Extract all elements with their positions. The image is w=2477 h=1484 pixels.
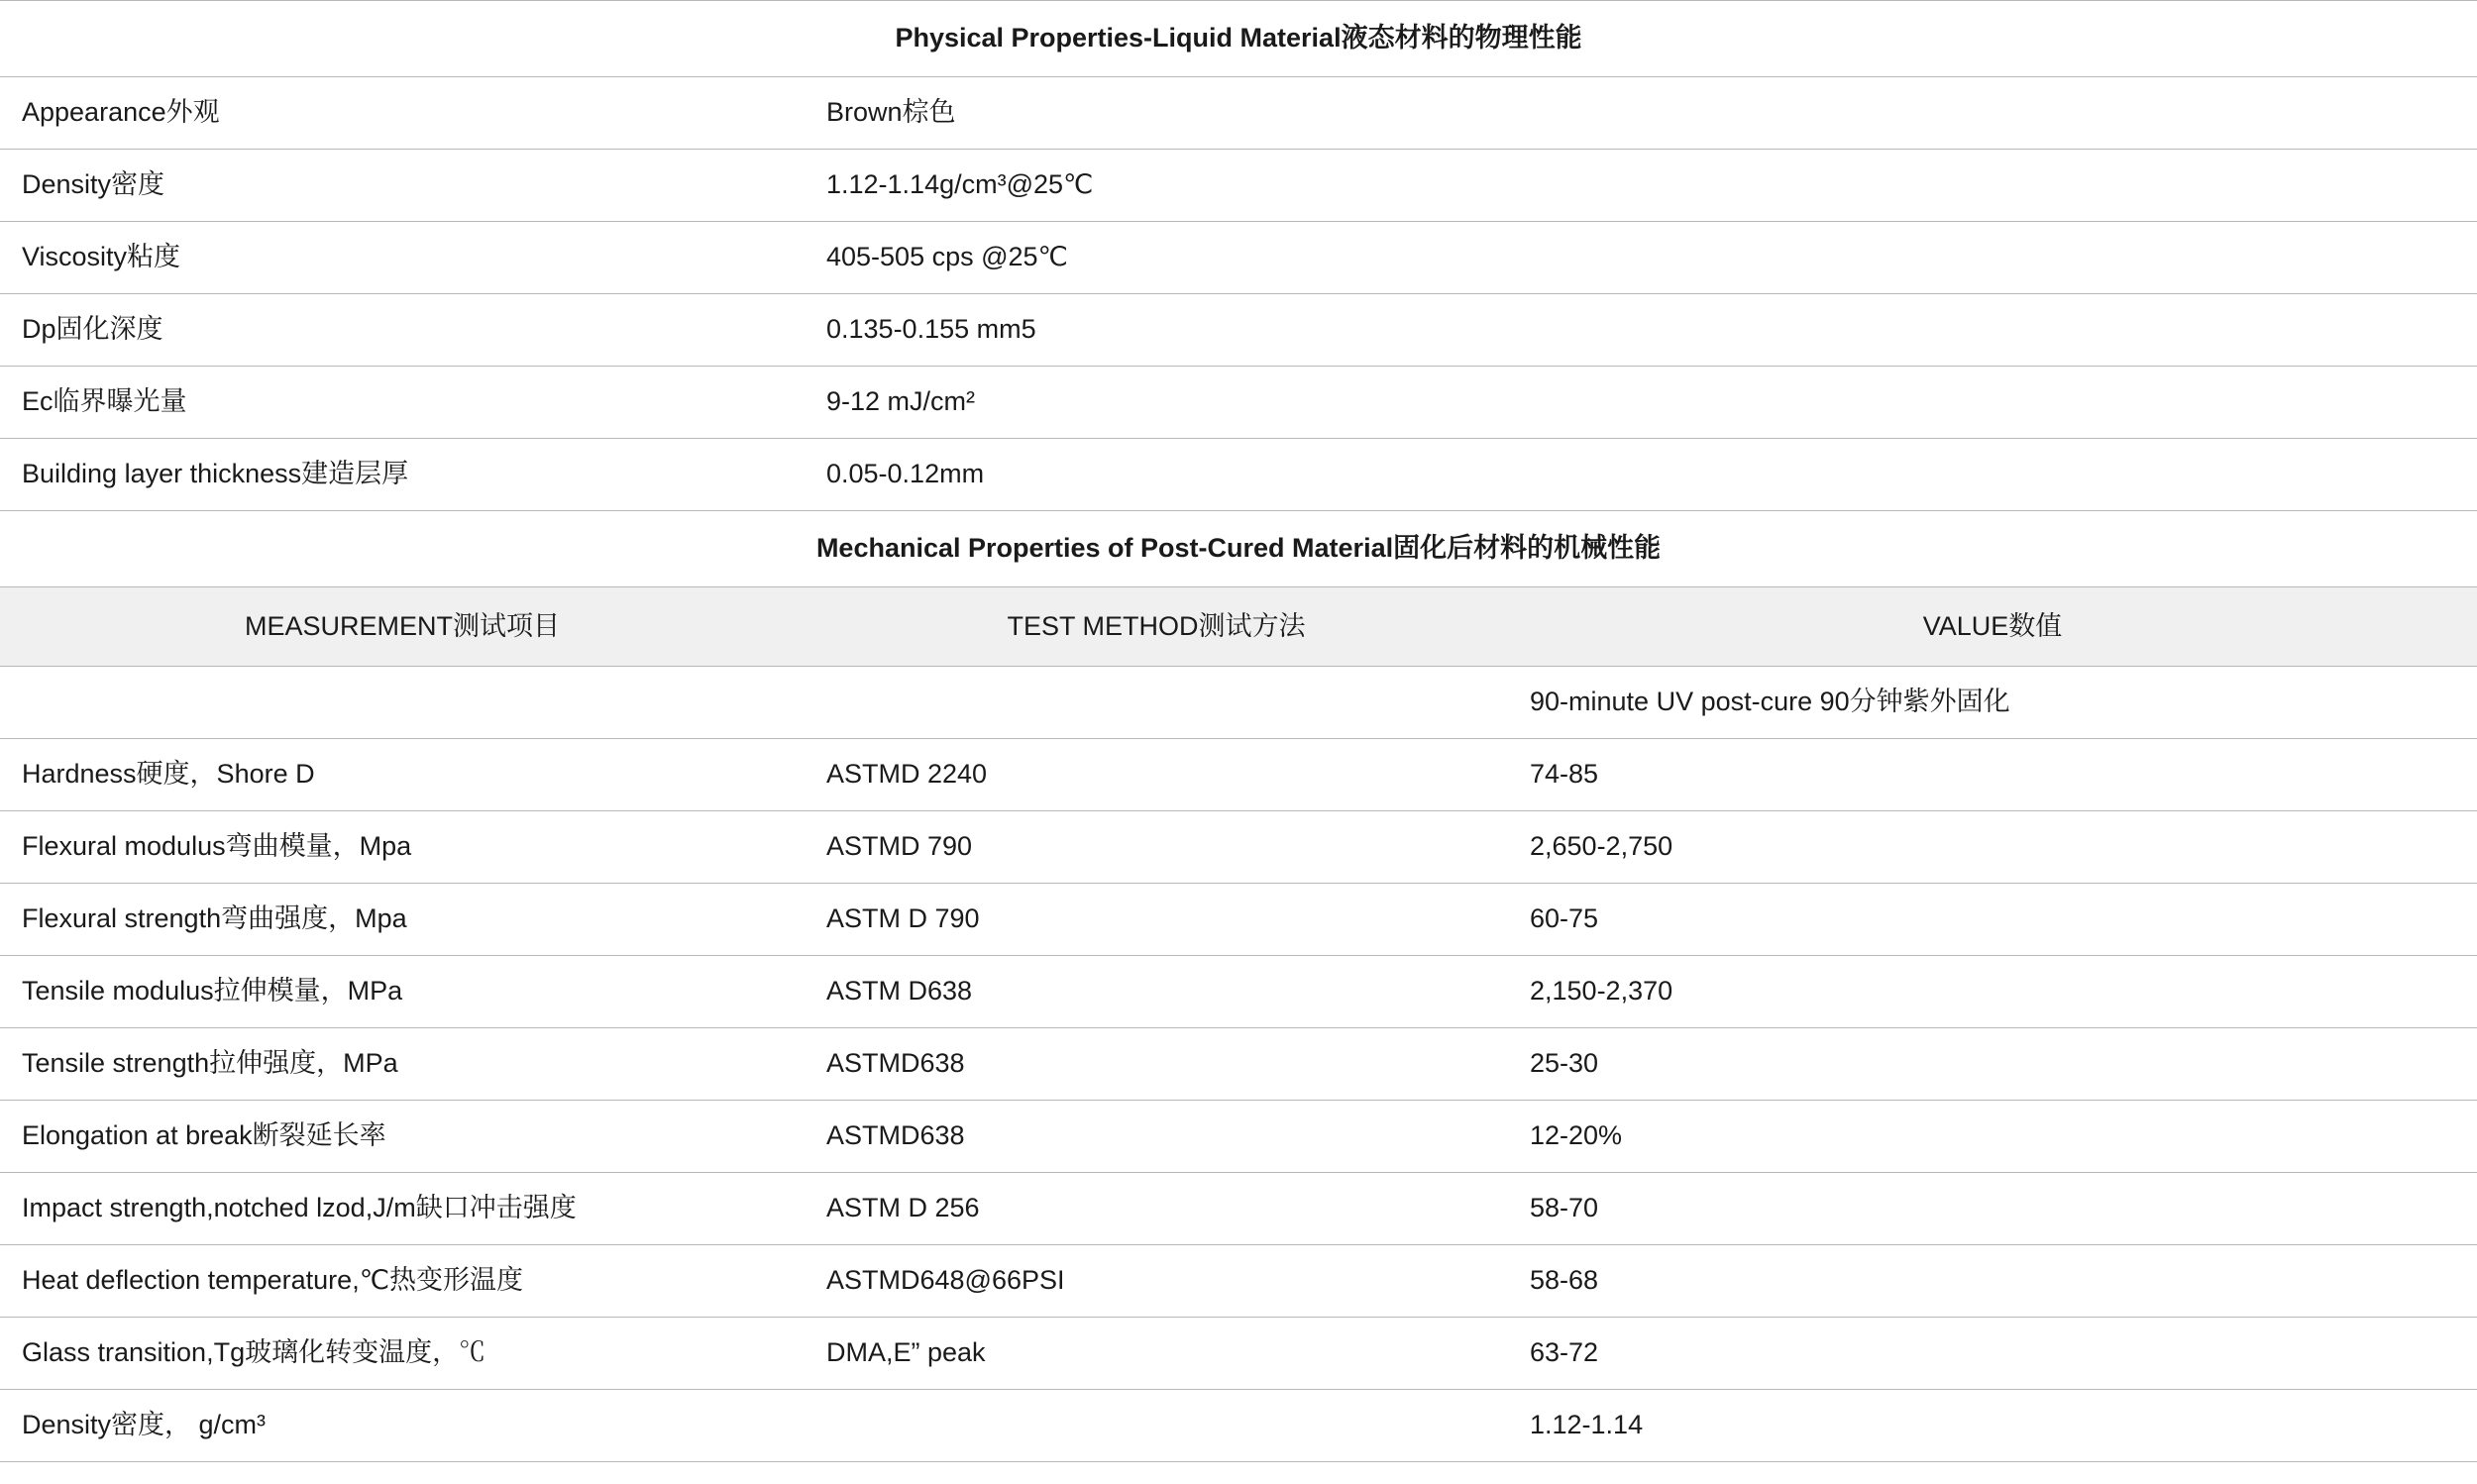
method-label [805,1390,1508,1461]
value-label: 2,150-2,370 [1530,976,1673,1007]
value-label: 12-20% [1530,1120,1623,1151]
liquid-label-cell [0,438,805,510]
mechanical-section-title: Mechanical Properties of Post-Cured Material固化后材料的机械性能 [815,532,1662,563]
method-cell [805,956,1508,1028]
measurement-cell [0,1318,805,1390]
value-label: 1.12-1.14 [1530,1410,1644,1440]
measurement-cell [0,1245,805,1318]
mechanical-subheader-row [0,667,2477,739]
table-row [0,366,2477,438]
table-row [0,811,2477,884]
liquid-value: 405-505 cps @25℃ [826,241,1068,271]
method-label: ASTM D 790 [826,903,980,934]
measurement-cell [0,956,805,1028]
measurement-label: Glass transition,Tg玻璃化转变温度，℃ [22,1337,486,1368]
method-label: ASTMD 2240 [826,759,988,790]
method-cell [805,1390,1508,1462]
measurement-label: Impact strength,notched lzod,J/m缺口冲击强度 [22,1193,577,1223]
table-row [0,1101,2477,1173]
table-row [0,76,2477,149]
value-cell [1508,1028,2477,1101]
value-cell [1508,1173,2477,1245]
table-row [0,438,2477,510]
method-label: DMA,E” peak [826,1337,986,1368]
table-row [0,956,2477,1028]
table-row [0,221,2477,293]
liquid-label: Viscosity粘度 [22,241,181,271]
liquid-label: Dp固化深度 [22,313,163,344]
liquid-value: 0.05-0.12mm [826,458,985,488]
liquid-label: Ec临界曝光量 [22,385,187,416]
liquid-value-cell [805,76,2477,149]
table-row [0,884,2477,956]
value-cell [1508,956,2477,1028]
measurement-cell [0,884,805,956]
subheader-value-cell [1508,667,2477,739]
table-row [0,1173,2477,1245]
measurement-cell [0,739,805,811]
table-row [0,1318,2477,1390]
value-cell [1508,1318,2477,1390]
measurement-label: Heat deflection temperature,℃热变形温度 [22,1265,524,1296]
header-value-cell [1508,586,2477,667]
table-row [0,1390,2477,1462]
value-label: 58-68 [1530,1265,1599,1296]
liquid-label-cell [0,293,805,366]
liquid-value-cell [805,293,2477,366]
liquid-label-cell [0,76,805,149]
liquid-label-cell [0,149,805,221]
measurement-cell [0,1028,805,1101]
liquid-value: 0.135-0.155 mm5 [826,313,1036,344]
measurement-cell [0,1390,805,1462]
table-row [0,1028,2477,1101]
liquid-label: Appearance外观 [22,96,220,127]
method-cell [805,1318,1508,1390]
value-label: 58-70 [1530,1193,1599,1223]
liquid-label-cell [0,366,805,438]
liquid-label-cell [0,221,805,293]
method-cell [805,884,1508,956]
method-cell [805,739,1508,811]
method-cell [805,811,1508,884]
header-measurement: MEASUREMENT测试项目 [244,610,560,641]
measurement-cell [0,1173,805,1245]
header-test-method-cell [805,586,1508,667]
measurement-label: Hardness硬度，Shore D [22,759,315,790]
liquid-value-cell [805,221,2477,293]
liquid-value: 1.12-1.14g/cm³@25℃ [826,168,1094,199]
mechanical-section-title-row [0,510,2477,586]
table-row [0,739,2477,811]
measurement-cell [0,811,805,884]
liquid-value-cell [805,149,2477,221]
method-cell [805,1028,1508,1101]
measurement-label: Tensile modulus拉伸模量，MPa [22,976,403,1007]
subheader-value: 90-minute UV post-cure 90分钟紫外固化 [1530,687,2010,717]
header-test-method: TEST METHOD测试方法 [1007,610,1306,641]
liquid-section-title: Physical Properties-Liquid Material液态材料的物理性能 [895,23,1582,53]
header-measurement-cell [0,586,805,667]
liquid-section-title-cell [0,1,2477,77]
liquid-value: Brown棕色 [826,96,956,127]
method-label: ASTM D 256 [826,1193,980,1223]
liquid-value-cell [805,438,2477,510]
method-label: ASTMD 790 [826,831,973,862]
mechanical-header-row [0,586,2477,667]
value-cell [1508,1101,2477,1173]
liquid-section-title-row [0,1,2477,77]
subheader-measurement [0,667,805,738]
liquid-value-cell [805,366,2477,438]
value-cell [1508,811,2477,884]
liquid-label: Density密度 [22,168,165,199]
value-label: 25-30 [1530,1048,1599,1079]
table-row [0,293,2477,366]
subheader-test-method [805,667,1508,738]
liquid-label: Building layer thickness建造层厚 [22,458,409,488]
value-label: 74-85 [1530,759,1599,790]
table-row [0,1245,2477,1318]
value-label: 2,650-2,750 [1530,831,1673,862]
value-cell [1508,1390,2477,1462]
measurement-label: Density密度， g/cm³ [22,1410,267,1440]
measurement-label: Flexural strength弯曲强度，Mpa [22,903,407,934]
value-cell [1508,884,2477,956]
method-cell [805,1101,1508,1173]
method-label: ASTMD638 [826,1048,965,1079]
method-label: ASTMD638 [826,1120,965,1151]
value-label: 63-72 [1530,1337,1599,1368]
measurement-label: Elongation at break断裂延长率 [22,1120,386,1151]
measurement-label: Flexural modulus弯曲模量，Mpa [22,831,412,862]
mechanical-section-title-cell [0,510,2477,586]
subheader-test-method-cell [805,667,1508,739]
method-label: ASTM D638 [826,976,973,1007]
subheader-measurement-cell [0,667,805,739]
value-cell [1508,1245,2477,1318]
method-cell [805,1245,1508,1318]
value-label: 60-75 [1530,903,1599,934]
header-value: VALUE数值 [1922,610,2063,641]
measurement-cell [0,1101,805,1173]
measurement-label: Tensile strength拉伸强度，MPa [22,1048,398,1079]
table-row [0,149,2477,221]
liquid-value: 9-12 mJ/cm² [826,385,976,416]
method-cell [805,1173,1508,1245]
value-cell [1508,739,2477,811]
method-label: ASTMD648@66PSI [826,1265,1065,1296]
